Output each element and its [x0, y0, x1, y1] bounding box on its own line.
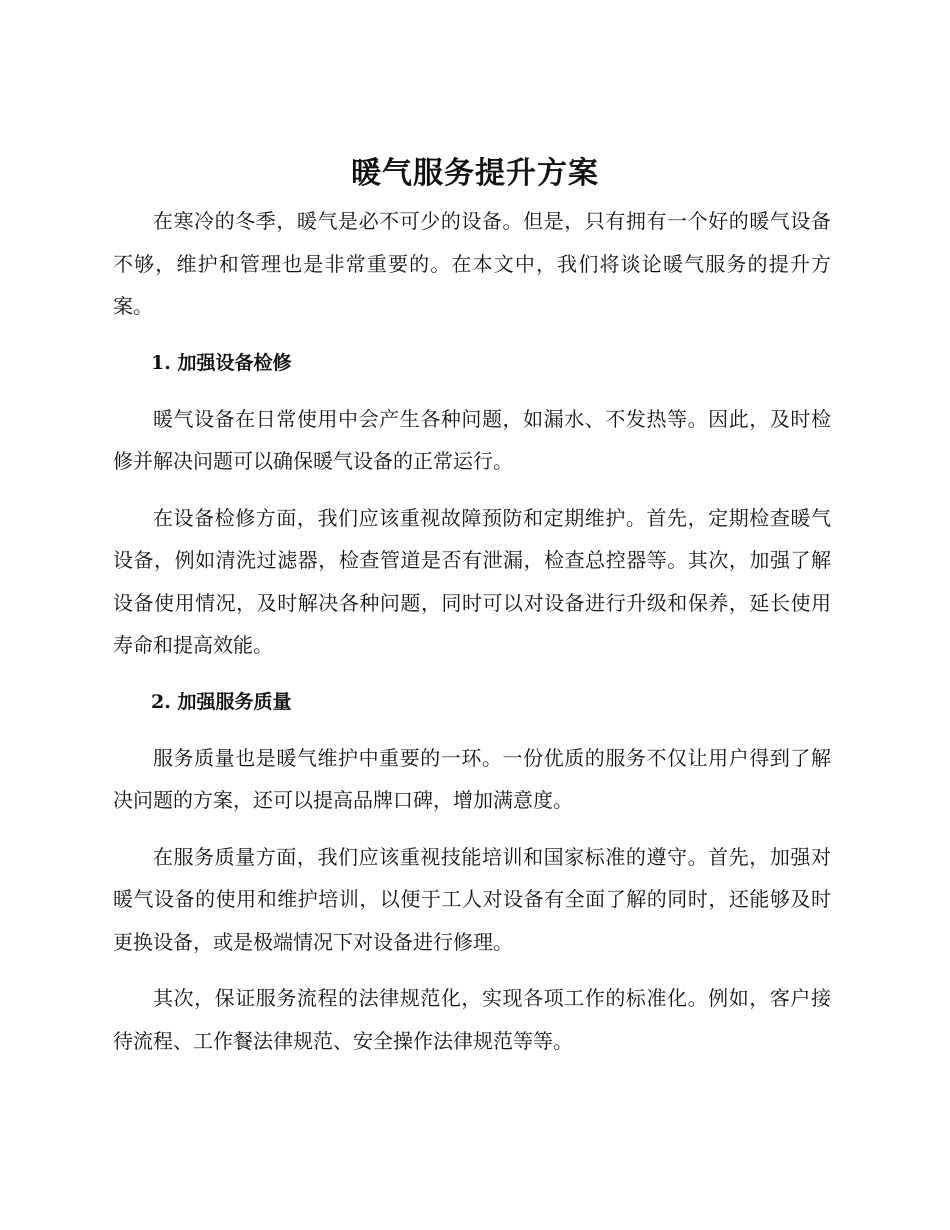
section-heading-service: 2. 加强服务质量: [151, 690, 292, 713]
paragraph: 在设备检修方面，我们应该重视故障预防和定期维护。首先，定期检查暖气设备，例如清洗过滤器，检查管道是否有泄漏，检查总控器等。其次，加强了解设备使用情况，及时解决各种问题，同时可以对设备进行升级和保养，延长使用寿命和提高效能。: [113, 505, 831, 657]
document-body: [113, 200, 831, 1076]
page-title: 暖气服务提升方案: [351, 156, 599, 191]
paragraph-intro: 在寒冷的冬季，暖气是必不可少的设备。但是，只有拥有一个好的暖气设备不够，维护和管理也是非常重要的。在本文中，我们将谈论暖气服务的提升方案。: [113, 209, 831, 318]
paragraph: 暖气设备在日常使用中会产生各种问题，如漏水、不发热等。因此，及时检修并解决问题可以确保暖气设备的正常运行。: [113, 406, 831, 473]
section-heading-equipment: 1. 加强设备检修: [151, 351, 292, 374]
paragraph: 服务质量也是暖气维护中重要的一环。一份优质的服务不仅让用户得到了解决问题的方案，还可以提高品牌口碑，增加满意度。: [113, 745, 831, 812]
paragraph: 在服务质量方面，我们应该重视技能培训和国家标准的遵守。首先，加强对暖气设备的使用和维护培训，以便于工人对设备有全面了解的同时，还能够及时更换设备，或是极端情况下对设备进行修理。: [113, 844, 831, 954]
paragraph: 其次，保证服务流程的法律规范化，实现各项工作的标准化。例如，客户接待流程、工作餐法律规范、安全操作法律规范等等。: [113, 986, 831, 1053]
